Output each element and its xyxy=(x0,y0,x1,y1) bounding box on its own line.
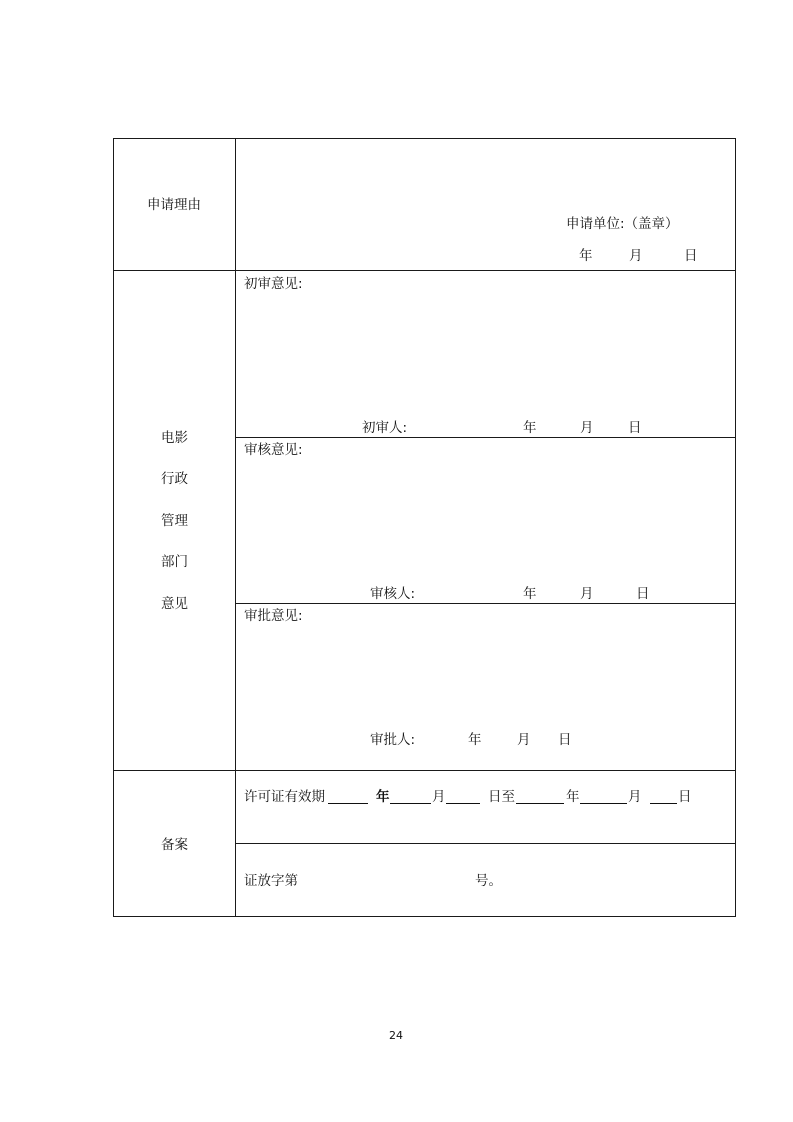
validity-day-blank-1[interactable] xyxy=(446,789,480,804)
initial-year: 年 xyxy=(523,420,537,436)
validity-month-1: 月 xyxy=(432,789,446,805)
validity-month-blank-1[interactable] xyxy=(390,789,431,804)
department-label-line-2: 行政 xyxy=(161,471,188,487)
row-divider-department xyxy=(113,770,736,771)
department-label-line-3: 管理 xyxy=(161,513,188,529)
review-month: 月 xyxy=(580,586,594,602)
initial-reviewer-label: 初审人: xyxy=(362,420,408,436)
certificate-prefix: 证放字第 xyxy=(244,873,298,889)
reason-year: 年 xyxy=(579,248,593,264)
applicant-seal-label: 申请单位:（盖章） xyxy=(566,216,679,232)
reason-day: 日 xyxy=(684,248,698,264)
initial-day: 日 xyxy=(628,420,642,436)
validity-year-1: 年 xyxy=(376,789,390,805)
approval-month: 月 xyxy=(517,732,531,748)
page-number: 24 xyxy=(389,1029,403,1042)
reason-month: 月 xyxy=(629,248,643,264)
initial-month: 月 xyxy=(580,420,594,436)
row-divider-record xyxy=(235,843,736,844)
reason-label: 申请理由 xyxy=(147,197,201,213)
validity-month-blank-2[interactable] xyxy=(580,789,627,804)
record-label: 备案 xyxy=(161,837,188,853)
department-label-line-4: 部门 xyxy=(161,554,188,570)
row-divider-reason xyxy=(113,270,736,271)
initial-review-heading: 初审意见: xyxy=(244,276,303,292)
approval-day: 日 xyxy=(558,732,572,748)
validity-prefix: 许可证有效期 xyxy=(244,789,325,805)
validity-month-2: 月 xyxy=(628,789,642,805)
validity-year-blank-2[interactable] xyxy=(516,789,564,804)
row-divider-review xyxy=(235,603,736,604)
department-label-line-5: 意见 xyxy=(161,596,188,612)
reviewer-label: 审核人: xyxy=(370,586,416,602)
approval-heading: 审批意见: xyxy=(244,608,303,624)
review-day: 日 xyxy=(636,586,650,602)
validity-day-blank-2[interactable] xyxy=(650,789,677,804)
validity-day-2: 日 xyxy=(678,789,692,805)
approver-label: 审批人: xyxy=(370,732,416,748)
validity-year-2: 年 xyxy=(566,789,580,805)
approval-year: 年 xyxy=(468,732,482,748)
review-year: 年 xyxy=(523,586,537,602)
validity-day-to: 日至 xyxy=(488,789,515,805)
review-heading: 审核意见: xyxy=(244,442,303,458)
department-label-line-1: 电影 xyxy=(161,430,188,446)
certificate-suffix: 号。 xyxy=(475,873,502,889)
column-divider xyxy=(235,138,236,917)
row-divider-initial xyxy=(235,437,736,438)
validity-year-blank-1[interactable] xyxy=(328,789,368,804)
